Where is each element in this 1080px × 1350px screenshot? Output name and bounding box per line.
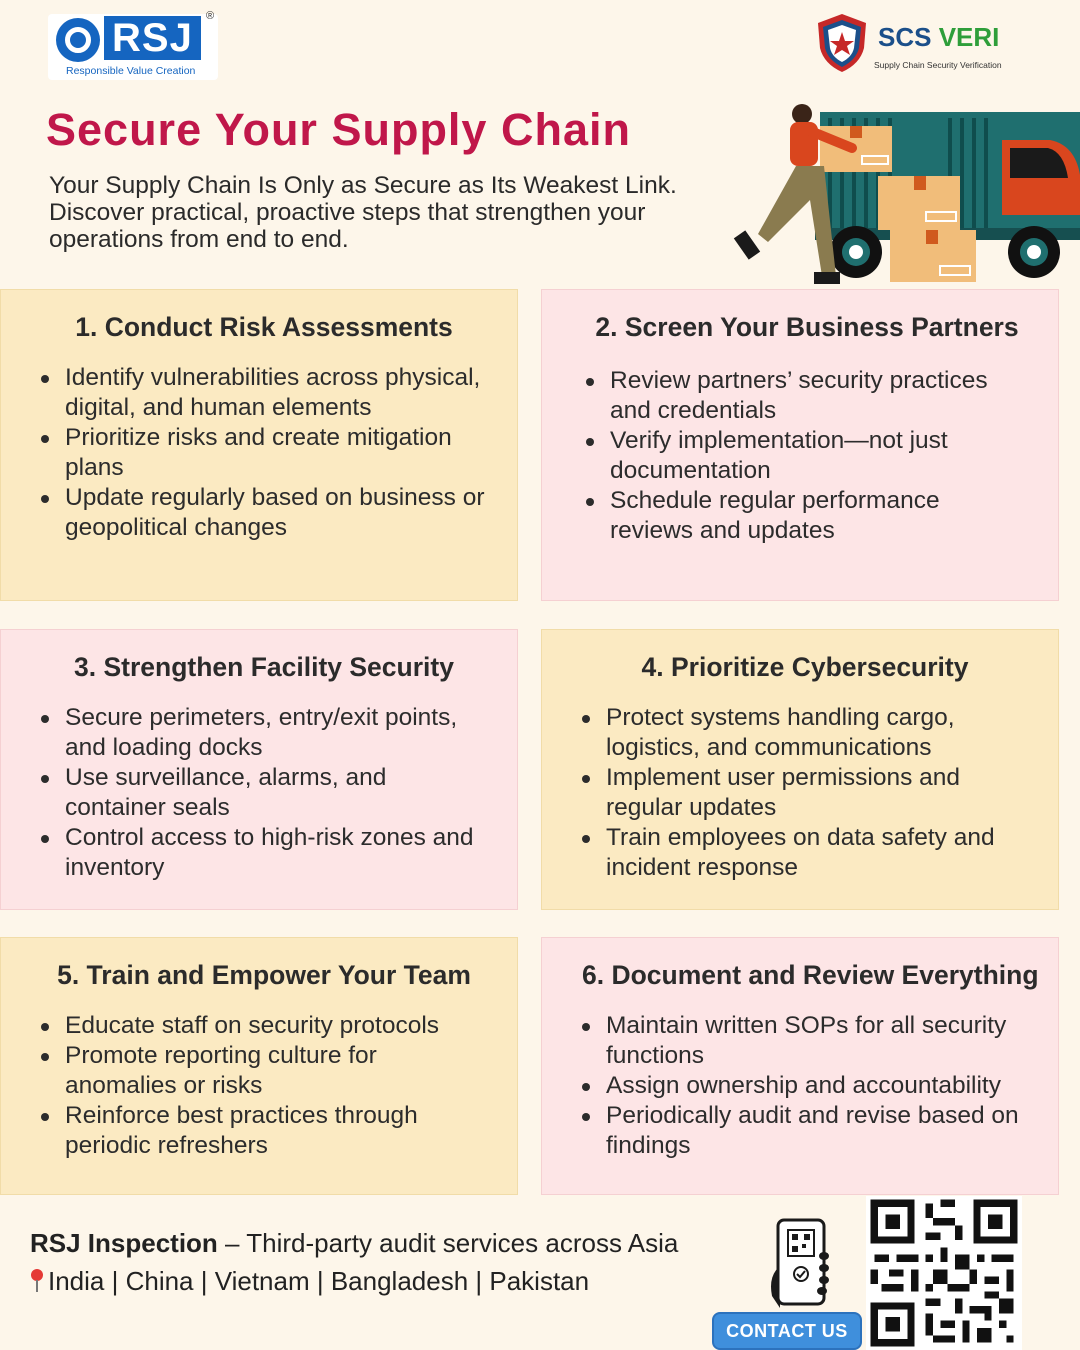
list-item: Periodically audit and revise based on findings <box>582 1101 1028 1161</box>
footer-countries-line <box>30 1266 589 1297</box>
list-item: Promote reporting culture for anomalies or risks <box>41 1041 487 1101</box>
scs-tagline: Supply Chain Security Verification <box>874 60 1002 70</box>
page-subtitle: Your Supply Chain Is Only as Secure as Its Weakest Link. Discover practical, proactive steps that strengthen your operations from end to end. <box>49 172 677 253</box>
scs-veri-name: SCS VERI <box>878 22 1000 52</box>
rsj-logo-text: RSJ <box>104 16 201 60</box>
list-item: Prioritize risks and create mitigation plans <box>41 423 487 483</box>
card-title: 5. Train and Empower Your Team <box>57 960 471 990</box>
list-item: Maintain written SOPs for all security functions <box>582 1011 1028 1071</box>
card-title: 2. Screen Your Business Partners <box>595 312 1019 342</box>
card-facility-security <box>0 629 518 910</box>
bullet-list <box>582 703 1028 883</box>
phone-scan-icon <box>766 1216 836 1316</box>
country-list: India | China | Vietnam | Bangladesh | Pakistan <box>48 1266 590 1296</box>
bullet-list <box>586 366 1028 546</box>
registered-mark: ® <box>206 10 215 22</box>
location-pin-icon <box>30 1269 44 1293</box>
list-item: Identify vulnerabilities across physical, digital, and human elements <box>41 363 487 423</box>
list-item: Review partners’ security practices and credentials <box>586 366 1028 426</box>
list-item: Verify implementation—not just documentation <box>586 426 1028 486</box>
company-tagline: – Third-party audit services across Asia <box>217 1228 679 1258</box>
company-name: RSJ Inspection <box>30 1228 218 1258</box>
list-item: Reinforce best practices through periodic refreshers <box>41 1101 487 1161</box>
list-item: Secure perimeters, entry/exit points, and loading docks <box>41 703 487 763</box>
page-title: Secure Your Supply Chain <box>46 104 631 155</box>
card-title: 4. Prioritize Cybersecurity <box>641 652 969 682</box>
contact-us-button[interactable]: CONTACT US <box>712 1312 862 1350</box>
qr-code[interactable] <box>866 1196 1022 1350</box>
card-title: 1. Conduct Risk Assessments <box>75 312 453 342</box>
list-item: Train employees on data safety and incident response <box>582 823 1028 883</box>
list-item: Schedule regular performance reviews and updates <box>586 486 1028 546</box>
rsj-q-icon <box>56 18 100 62</box>
card-cybersecurity <box>541 629 1059 910</box>
card-screen-partners <box>541 289 1059 601</box>
scs-veri-logo <box>814 10 1024 80</box>
rsj-logo <box>48 10 218 80</box>
card-train-team <box>0 937 518 1195</box>
rsj-tagline: Responsible Value Creation <box>66 65 196 77</box>
card-document-review <box>541 937 1059 1195</box>
list-item: Implement user permissions and regular updates <box>582 763 1028 823</box>
card-risk-assessments <box>0 289 518 601</box>
shield-star-icon <box>816 12 868 74</box>
footer-company-line <box>30 1228 678 1259</box>
card-title: 6. Document and Review Everything <box>582 960 1039 990</box>
list-item: Control access to high-risk zones and inventory <box>41 823 487 883</box>
list-item: Update regularly based on business or geopolitical changes <box>41 483 487 543</box>
list-item: Educate staff on security protocols <box>41 1011 487 1041</box>
delivery-truck-illustration <box>730 100 1080 295</box>
list-item: Use surveillance, alarms, and container seals <box>41 763 487 823</box>
list-item: Protect systems handling cargo, logistics, and communications <box>582 703 1028 763</box>
bullet-list <box>41 1011 487 1161</box>
bullet-list <box>41 363 487 543</box>
bullet-list <box>582 1011 1028 1161</box>
bullet-list <box>41 703 487 883</box>
card-title: 3. Strengthen Facility Security <box>74 652 454 682</box>
list-item: Assign ownership and accountability <box>582 1071 1028 1101</box>
